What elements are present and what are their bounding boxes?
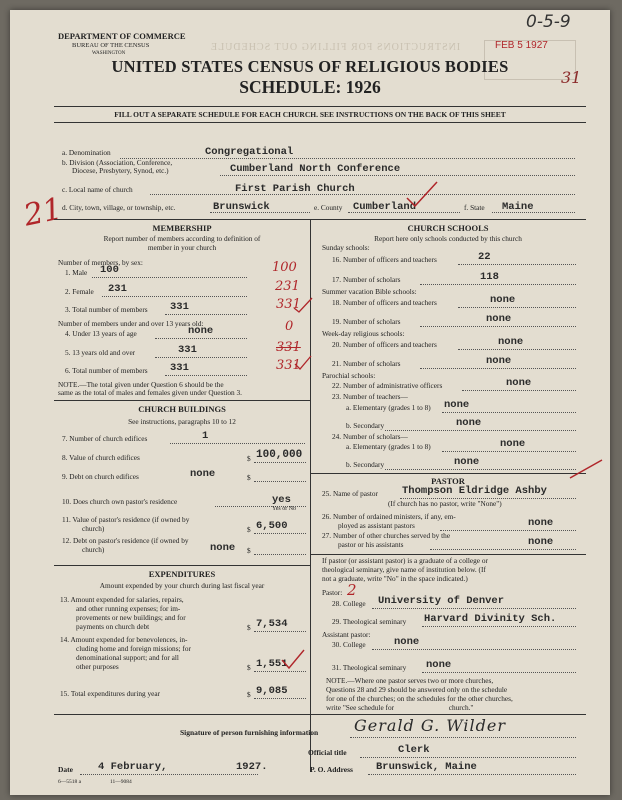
q4-handwritten: 0 (285, 319, 294, 334)
membership-heading: MEMBERSHIP (152, 223, 212, 233)
q24a-label: a. Elementary (grades 1 to 8) (346, 442, 431, 451)
division-line (220, 175, 575, 176)
q15-line (254, 698, 306, 699)
q13-label-4: payments on church debt (76, 622, 150, 631)
q14-label-1: 14. Amount expended for benevolences, in- (60, 635, 188, 644)
assistant-subheading: Assistant pastor: (322, 630, 371, 639)
q18-value: none (490, 294, 516, 306)
q10-value: yes (272, 494, 291, 506)
q4-line (155, 338, 247, 339)
q6-label: 6. Total number of members (65, 366, 148, 375)
form-number: 6—5518 a (58, 779, 82, 785)
bleed-through-text: INSTRUCTIONS FOR FILLING OUT SCHEDULE (210, 42, 461, 53)
membership-note-2: same as the total of males and females given under Question 3. (58, 388, 242, 397)
buildings-top-rule (54, 400, 310, 401)
q24b-value: none (454, 456, 480, 468)
instructions-banner: FILL OUT A SEPARATE SCHEDULE FOR EACH CHURCH. SEE INSTRUCTIONS ON THE BACK OF THIS SHEET (114, 110, 506, 119)
q17-line (420, 284, 576, 285)
q23b-value: none (456, 417, 482, 429)
q14-label-2: cluding home and foreign missions; for (76, 644, 191, 653)
pastor-note-3: for one of the churches; on the schedules for the other churches, (326, 694, 513, 703)
q3-handwritten: 331 (276, 297, 301, 312)
print-number: 11—9084 (110, 779, 132, 785)
q1-label: 1. Male (65, 268, 88, 277)
official-title-value: Clerk (398, 744, 430, 756)
date-label: Date (58, 765, 73, 774)
margin-handwriting: 21 (20, 191, 66, 234)
q4-value: none (188, 325, 214, 337)
q5-value: 331 (178, 344, 197, 356)
q7-value: 1 (202, 430, 209, 442)
signature-label: Signature of person furnishing information (180, 728, 319, 737)
q28-label: 28. College (332, 599, 366, 608)
state-value: Maine (502, 201, 534, 213)
q5-label: 5. 13 years old and over (65, 348, 136, 357)
q2-label: 2. Female (65, 287, 94, 296)
q13-label-2: and other running expenses; for im- (76, 604, 181, 613)
q13-label-1: 13. Amount expended for salaries, repairs, (60, 595, 184, 604)
q9-value: none (190, 468, 216, 480)
q9-line (254, 481, 306, 482)
schedule-year: SCHEDULE: 1926 (239, 77, 381, 97)
q14-line (254, 671, 306, 672)
po-address-value: Brunswick, Maine (376, 761, 477, 773)
age-intro: Number of members under and over 13 years old: (58, 319, 204, 328)
q22-line (462, 390, 576, 391)
q13-value: 7,534 (256, 618, 288, 630)
county-label: e. County (314, 203, 343, 212)
q23a-label: a. Elementary (grades 1 to 8) (346, 403, 431, 412)
state-label: f. State (464, 203, 485, 212)
q22-label: 22. Number of administrative officers (332, 381, 443, 390)
q20-value: none (498, 336, 524, 348)
q21-line (420, 368, 576, 369)
section-top-rule (54, 219, 586, 220)
q9-label: 9. Debt on church edifices (62, 472, 139, 481)
official-title-line (360, 757, 576, 758)
q23-label: 23. Number of teachers— (332, 392, 408, 401)
q27-label-2: pastor or his assistants (338, 540, 404, 549)
q24-label: 24. Number of scholars— (332, 432, 408, 441)
form-title: UNITED STATES CENSUS OF RELIGIOUS BODIES (111, 57, 509, 76)
q11-line (254, 533, 306, 534)
date-value: 4 February, (98, 761, 168, 773)
q13-line (254, 631, 306, 632)
division-label-1: b. Division (Association, Conference, (62, 158, 173, 167)
county-check-mark (405, 180, 441, 208)
q16-value: 22 (478, 251, 491, 263)
q12-line (254, 554, 306, 555)
membership-intro-1: Report number of members according to definition of (103, 234, 261, 243)
q24b-line (385, 469, 576, 470)
pastor-handwritten-2: 2 (347, 581, 357, 599)
footer-top-rule (54, 714, 586, 715)
q7-line (170, 443, 305, 444)
city-label: d. City, town, village, or township, etc. (62, 203, 176, 212)
q11-label-2: church) (82, 524, 105, 533)
q23a-value: none (444, 399, 470, 411)
q28-value: University of Denver (378, 595, 505, 607)
signature-value: Gerald G. Wilder (354, 716, 507, 735)
q30-label: 30. College (332, 640, 366, 649)
header-rule-bottom (54, 122, 586, 123)
q16-line (458, 264, 576, 265)
po-address-line (368, 774, 576, 775)
q15-label: 15. Total expenditures during year (60, 689, 161, 698)
q26-line (440, 530, 576, 531)
q27-label-1: 27. Number of other churches served by the (322, 531, 451, 540)
q13-dollar: $ (247, 623, 251, 632)
city-label: WASHINGTON (92, 51, 126, 56)
schools-intro: Report here only schools conducted by this church (374, 234, 522, 243)
pastor-top-rule (310, 473, 586, 474)
q10-sublabel: Yes or No (272, 506, 297, 512)
q23a-line (442, 412, 576, 413)
q17-value: 118 (480, 271, 499, 283)
q2-handwritten: 231 (275, 279, 300, 294)
q6-line (165, 375, 247, 376)
q12-label-2: church) (82, 545, 105, 554)
q6-handwritten: 331 (276, 358, 301, 373)
local-name-label: c. Local name of church (62, 185, 133, 194)
q2-value: 231 (108, 283, 127, 295)
bureau-label: BUREAU OF THE CENSUS (72, 42, 150, 49)
q20-label: 20. Number of officers and teachers (332, 340, 437, 349)
q2-line (102, 296, 247, 297)
expenditures-heading: EXPENDITURES (148, 569, 216, 579)
po-address-label: P. O. Address (310, 765, 353, 774)
membership-note-1: NOTE.—The total given under Question 6 should be the (58, 380, 224, 389)
q14-dollar: $ (247, 663, 251, 672)
pastor-heading: PASTOR (431, 476, 465, 486)
graduate-note-3: not a graduate, write "No" in the space indicated.) (322, 574, 468, 583)
q11-dollar: $ (247, 525, 251, 534)
q30-line (372, 649, 576, 650)
q31-label: 31. Theological seminary (332, 663, 407, 672)
q21-label: 21. Number of scholars (332, 359, 401, 368)
q16-label: 16. Number of officers and teachers (332, 255, 437, 264)
q8-dollar: $ (247, 454, 251, 463)
q24a-value: none (500, 438, 526, 450)
parochial-label: Parochial schools: (322, 371, 376, 380)
q14-check-mark (280, 648, 306, 670)
q12-label-1: 12. Debt on pastor's residence (if owned by (62, 536, 189, 545)
city-value: Brunswick (213, 201, 270, 213)
q18-line (458, 307, 576, 308)
denomination-value: Congregational (205, 146, 294, 158)
q3-check-mark (292, 296, 314, 314)
q7-label: 7. Number of church edifices (62, 434, 148, 443)
q26-value: none (528, 517, 554, 529)
pastor-note-2: Questions 28 and 29 should be answered only on the schedule (326, 685, 508, 694)
q26-label-1: 26. Number of ordained ministers, if any, em- (322, 512, 456, 521)
q15-value: 9,085 (256, 685, 288, 697)
buildings-heading: CHURCH BUILDINGS (138, 404, 226, 414)
date-year: 1927. (236, 761, 268, 773)
division-value: Cumberland North Conference (230, 163, 401, 175)
local-name-value: First Parish Church (235, 183, 355, 195)
expenditures-top-rule (54, 565, 310, 566)
q31-value: none (426, 659, 452, 671)
pastor-subheading: Pastor: (322, 588, 343, 597)
q3-line (165, 314, 247, 315)
department-label: DEPARTMENT OF COMMERCE (58, 31, 186, 41)
q15-dollar: $ (247, 690, 251, 699)
summer-label: Summer vacation Bible schools: (322, 287, 417, 296)
weekday-label: Week-day religious schools: (322, 329, 405, 338)
q6-value: 331 (170, 362, 189, 374)
q3-label: 3. Total number of members (65, 305, 148, 314)
q8-line (254, 462, 306, 463)
q12-dollar: $ (247, 546, 251, 555)
denomination-label: a. Denomination (62, 148, 111, 157)
q5-handwritten: 331 (276, 340, 301, 355)
received-date-stamp: FEB 5 1927 (495, 40, 548, 51)
buildings-intro: See instructions, paragraphs 10 to 12 (128, 417, 236, 426)
q23b-label: b. Secondary (346, 421, 385, 430)
official-title-label: Official title (308, 748, 347, 757)
q14-label-4: other purposes (76, 662, 119, 671)
county-value: Cumberland (353, 201, 417, 213)
q27-line (430, 549, 576, 550)
date-line (80, 774, 258, 775)
q21-value: none (486, 355, 512, 367)
q19-value: none (486, 313, 512, 325)
denomination-line (120, 158, 575, 159)
q8-value: 100,000 (256, 449, 303, 461)
pastor-note-1: NOTE.—Where one pastor serves two or more churches, (326, 676, 494, 685)
q11-label-1: 11. Value of pastor's residence (if owned by (62, 515, 190, 524)
q20-line (458, 349, 576, 350)
q1-line (92, 277, 247, 278)
pastor-check-mark (568, 456, 604, 482)
expenditures-intro: Amount expended by your church during last fiscal year (99, 581, 265, 590)
q26-label-2: ployed as assistant pastors (338, 521, 415, 530)
membership-intro-2: member in your church (147, 243, 217, 252)
q1-handwritten: 100 (272, 260, 297, 275)
q23b-line (385, 430, 576, 431)
graduate-note-2: theological seminary, give name of institution below. (If (322, 565, 486, 574)
q19-line (420, 326, 576, 327)
by-sex-label: Number of members, by sex: (58, 258, 143, 267)
q17-label: 17. Number of scholars (332, 275, 401, 284)
q24a-line (442, 451, 576, 452)
q14-value: 1,551 (256, 658, 288, 670)
sunday-label: Sunday schools: (322, 243, 370, 252)
q25-sublabel: (If church has no pastor, write "None") (388, 499, 502, 508)
q27-value: none (528, 536, 554, 548)
header-rule-top (54, 106, 586, 107)
division-label-2: Diocese, Presbytery, Synod, etc.) (72, 166, 169, 175)
q25-value: Thompson Eldridge Ashby (402, 485, 547, 497)
q3-value: 331 (170, 301, 189, 313)
graduate-note-1: If pastor (or assistant pastor) is a graduate of a college or (322, 556, 488, 565)
q31-line (422, 672, 576, 673)
corner-handwriting: 0-5-9 (526, 12, 571, 32)
graduate-top-rule (310, 554, 586, 555)
q28-line (372, 608, 576, 609)
q29-value: Harvard Divinity Sch. (424, 613, 557, 625)
q5-line (155, 357, 247, 358)
q29-label: 29. Theological seminary (332, 617, 407, 626)
q13-label-3: provements or new buildings; and for (76, 613, 186, 622)
q22-value: none (506, 377, 532, 389)
schools-heading: CHURCH SCHOOLS (407, 223, 489, 233)
q30-value: none (394, 636, 420, 648)
local-name-line (150, 194, 575, 195)
q11-value: 6,500 (256, 520, 288, 532)
q10-label: 10. Does church own pastor's residence (62, 497, 178, 506)
handwritten-31: 31 (561, 68, 582, 87)
q14-label-3: denominational support; and for all (76, 653, 179, 662)
q6-check-mark (293, 354, 313, 372)
census-schedule-sheet (10, 10, 610, 795)
q12-value: none (210, 542, 236, 554)
q8-label: 8. Value of church edifices (62, 453, 140, 462)
q4-label: 4. Under 13 years of age (65, 329, 137, 338)
signature-line (350, 737, 576, 738)
q29-line (422, 626, 576, 627)
q19-label: 19. Number of scholars (332, 317, 401, 326)
q18-label: 18. Number of officers and teachers (332, 298, 437, 307)
q24b-label: b. Secondary (346, 460, 385, 469)
q25-label: 25. Name of pastor (322, 489, 378, 498)
q9-dollar: $ (247, 473, 251, 482)
q1-value: 100 (100, 264, 119, 276)
pastor-note-4: write "See schedule for church." (326, 703, 474, 712)
